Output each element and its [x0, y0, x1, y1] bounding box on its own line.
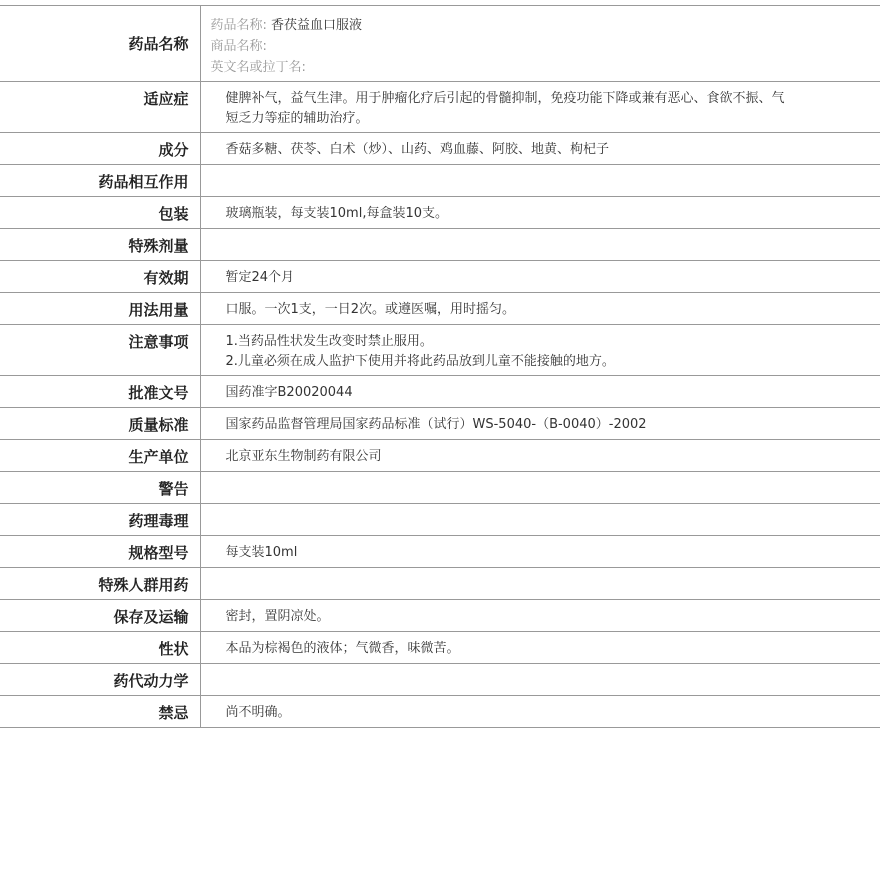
info-row-label: 规格型号: [0, 536, 200, 568]
info-row-label: 成分: [0, 133, 200, 165]
english-name-line: [211, 57, 871, 78]
info-row-value: [200, 568, 880, 600]
drug-name-cell: [200, 6, 880, 82]
info-row-value: [200, 600, 880, 632]
info-row-value: [200, 133, 880, 165]
info-row-text-line: 1.当药品性状发生改变时禁止服用。: [225, 334, 433, 349]
info-row: [0, 197, 880, 229]
info-row-text-line: 本品为棕褐色的液体；气微香，味微苦。: [225, 641, 460, 656]
drug-name-row: [0, 6, 880, 82]
info-row-value: [200, 325, 880, 376]
info-row-value: [200, 664, 880, 696]
info-row-value: [200, 261, 880, 293]
info-row-label: 性状: [0, 632, 200, 664]
info-row: [0, 696, 880, 728]
info-row: [0, 632, 880, 664]
info-row: [0, 408, 880, 440]
info-row: [0, 376, 880, 408]
trade-name-label: 商品名称:: [210, 39, 267, 54]
info-row-text-line: 玻璃瓶装，每支装10ml,每盒装10支。: [225, 206, 448, 221]
generic-name-value: 香茯益血口服液: [271, 18, 363, 33]
info-row-value: [200, 293, 880, 325]
info-row: [0, 261, 880, 293]
info-row-value: [200, 229, 880, 261]
info-row-text-line: 国药准字B20020044: [225, 385, 353, 400]
generic-name-line: [211, 15, 871, 36]
info-row-label: 药代动力学: [0, 664, 200, 696]
info-row-value: [200, 472, 880, 504]
info-row-label: 保存及运输: [0, 600, 200, 632]
info-row-value: [200, 440, 880, 472]
generic-name-label: 药品名称:: [210, 18, 267, 33]
info-row-label: 适应症: [0, 82, 200, 133]
info-row-text-line: 密封，置阴凉处。: [225, 609, 330, 624]
info-row-value: [200, 632, 880, 664]
info-row-text-line: 口服。一次1支，一日2次。或遵医嘱，用时摇匀。: [225, 302, 516, 317]
info-row-label: 生产单位: [0, 440, 200, 472]
info-row-label: 有效期: [0, 261, 200, 293]
drug-name-header: 药品名称: [0, 6, 200, 82]
info-row: [0, 600, 880, 632]
drug-info-table: [0, 5, 880, 728]
info-row-label: 注意事项: [0, 325, 200, 376]
info-row-label: 禁忌: [0, 696, 200, 728]
info-row-value: [200, 165, 880, 197]
info-row-value: [200, 536, 880, 568]
info-row-value: [200, 82, 880, 133]
info-row-label: 用法用量: [0, 293, 200, 325]
info-row-label: 特殊人群用药: [0, 568, 200, 600]
info-row-text-line: 北京亚东生物制药有限公司: [225, 449, 382, 464]
info-row-value: [200, 408, 880, 440]
info-row: [0, 504, 880, 536]
info-row-value: [200, 696, 880, 728]
drug-info-table-body: [0, 6, 880, 728]
info-row: [0, 440, 880, 472]
info-row: [0, 472, 880, 504]
info-row-label: 特殊剂量: [0, 229, 200, 261]
info-row-label: 警告: [0, 472, 200, 504]
info-row-text-line: 健脾补气，益气生津。用于肿瘤化疗后引起的骨髓抑制，免疫功能下降或兼有恶心、食欲不振、气短乏力等症的辅助治疗。: [225, 91, 785, 126]
info-row: [0, 165, 880, 197]
info-row-label: 质量标准: [0, 408, 200, 440]
info-row-text-line: 香菇多糖、茯苓、白术（炒）、山药、鸡血藤、阿胶、地黄、枸杞子: [225, 142, 610, 157]
info-row-text-line: 尚不明确。: [225, 705, 291, 720]
info-row: [0, 229, 880, 261]
info-row-text-line: 暂定24个月: [225, 270, 295, 285]
english-name-label: 英文名或拉丁名:: [210, 60, 306, 75]
info-row-text-line: 每支装10ml: [225, 545, 298, 560]
trade-name-line: [211, 36, 871, 57]
info-row-text-line: 2.儿童必须在成人监护下使用并将此药品放到儿童不能接触的地方。: [225, 354, 615, 369]
info-row: [0, 664, 880, 696]
info-row: [0, 536, 880, 568]
info-row-value: [200, 504, 880, 536]
info-row-text-line: 国家药品监督管理局国家药品标准（试行）WS-5040-（B-0040）-2002: [225, 417, 647, 432]
info-row-label: 药品相互作用: [0, 165, 200, 197]
info-row: [0, 293, 880, 325]
info-row-value: [200, 197, 880, 229]
info-row-value: [200, 376, 880, 408]
info-row-label: 包装: [0, 197, 200, 229]
info-row: [0, 82, 880, 133]
info-row: [0, 568, 880, 600]
info-row: [0, 133, 880, 165]
info-row-label: 药理毒理: [0, 504, 200, 536]
info-row-label: 批准文号: [0, 376, 200, 408]
info-row: [0, 325, 880, 376]
